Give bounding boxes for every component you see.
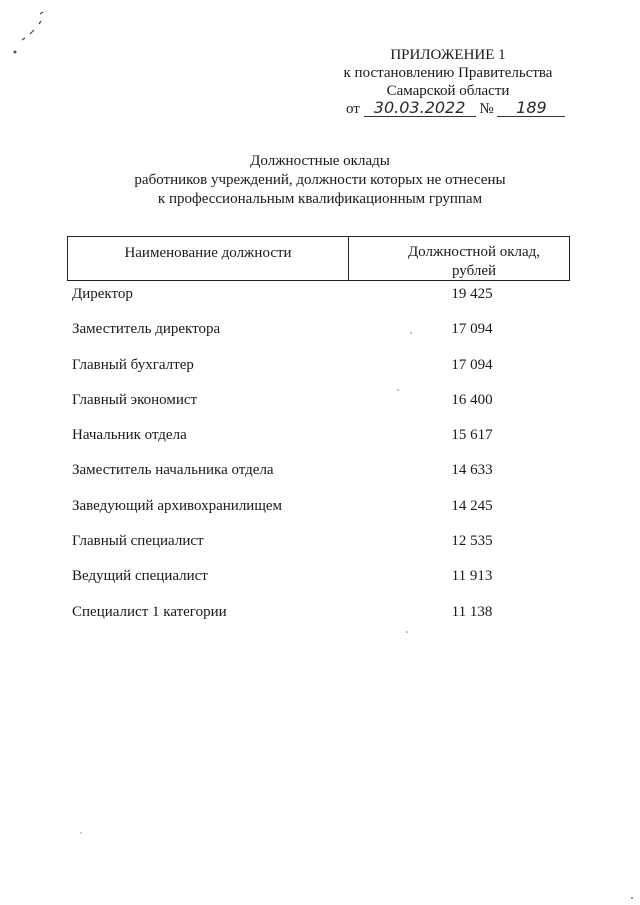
salary-value: 16 400 [451, 391, 493, 408]
appendix-resolution-line: к постановлению Правительства [343, 65, 553, 81]
position-name: Главный бухгалтер [72, 356, 194, 373]
handwritten-number: 189 [497, 100, 565, 117]
salary-table [67, 236, 570, 639]
position-name: Заместитель начальника отдела [72, 462, 274, 479]
table-row [67, 357, 570, 392]
position-name: Главный специалист [72, 533, 204, 550]
title-line-3: к профессиональным квалификационным группам [157, 191, 483, 207]
appendix-heading: ПРИЛОЖЕНИЕ 1 [390, 47, 506, 63]
table-row [67, 286, 570, 321]
salary-value: 17 094 [451, 321, 493, 338]
position-name: Директор [72, 286, 133, 302]
table-row [67, 498, 570, 533]
header-salary-line-1: Должностной оклад, [407, 244, 541, 260]
table-row [67, 533, 570, 568]
salary-value: 17 094 [451, 356, 493, 373]
handwritten-date: 30.03.2022 [364, 100, 476, 117]
table-row [67, 604, 570, 639]
table-body [67, 286, 570, 639]
salary-value: 11 913 [451, 568, 493, 585]
position-name: Заведующий архивохранилищем [72, 497, 283, 514]
salary-value: 19 425 [451, 286, 493, 302]
salary-value: 11 138 [451, 603, 493, 620]
table-header [67, 236, 570, 281]
table-row [67, 392, 570, 427]
header-salary-line-2: рублей [451, 263, 497, 279]
appendix-region-line: Самарской области [386, 83, 510, 99]
document-title [120, 152, 520, 209]
appendix-date-line [318, 100, 578, 118]
header-salary [349, 237, 569, 280]
position-name: Главный экономист [72, 391, 198, 408]
salary-value: 15 617 [451, 427, 493, 444]
salary-value: 14 633 [451, 462, 493, 479]
position-name: Специалист 1 категории [72, 603, 227, 620]
number-prefix: № [479, 101, 494, 117]
salary-value: 12 535 [451, 533, 493, 550]
position-name: Заместитель директора [72, 321, 221, 338]
date-prefix: от [346, 101, 360, 117]
table-row [67, 321, 570, 356]
title-line-2: работников учреждений, должности которых не отнесены [134, 172, 506, 188]
salary-value: 14 245 [451, 497, 493, 514]
table-row [67, 462, 570, 497]
appendix-block [318, 46, 578, 118]
position-name: Ведущий специалист [72, 568, 208, 585]
table-row [67, 427, 570, 462]
header-position: Наименование должности [68, 237, 349, 280]
table-row [67, 568, 570, 603]
title-line-1: Должностные оклады [250, 153, 390, 169]
position-name: Начальник отдела [72, 427, 187, 444]
